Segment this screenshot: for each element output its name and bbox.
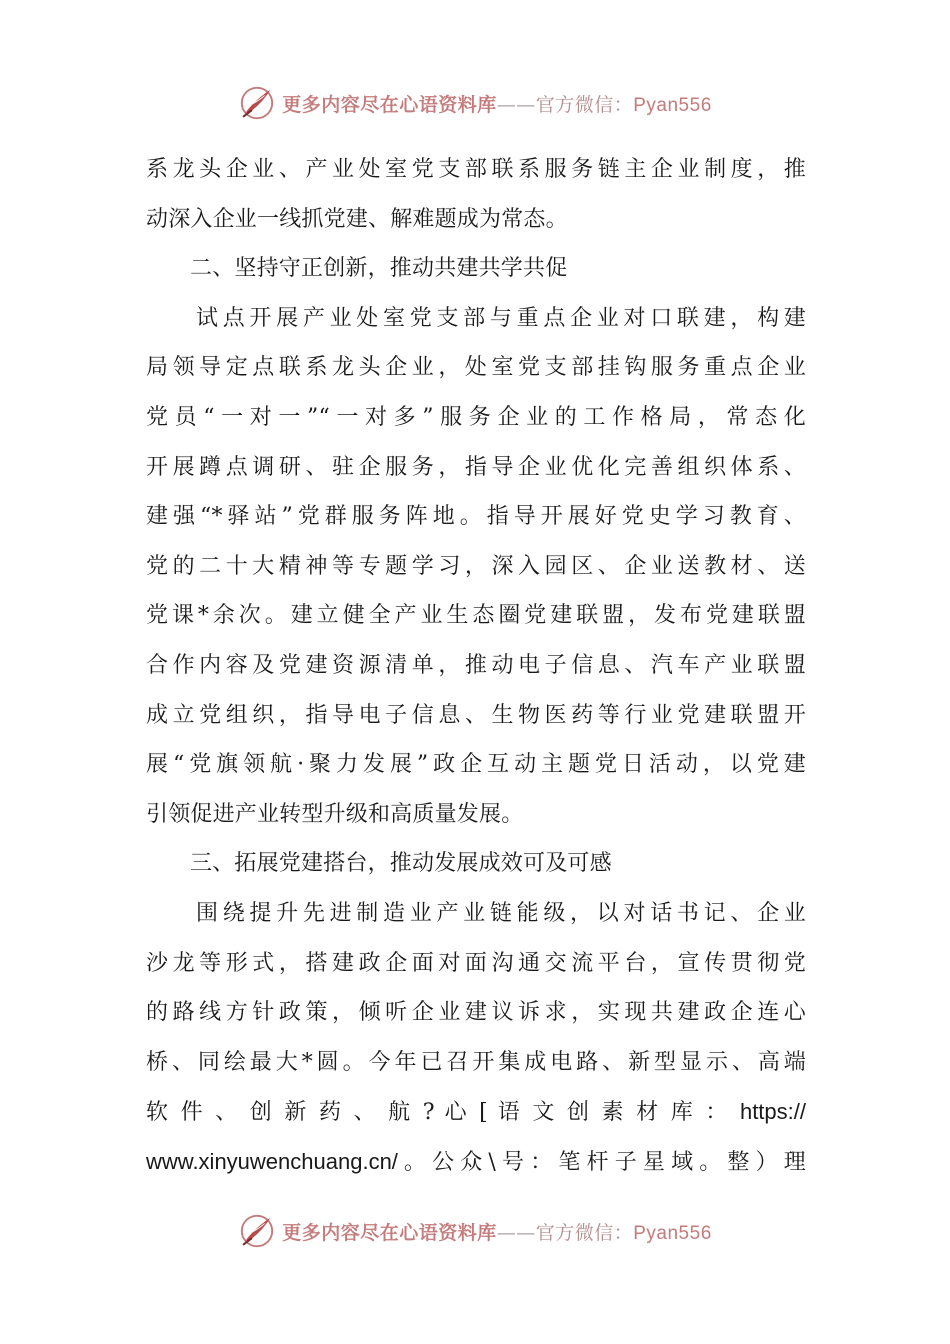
- quill-pen-icon: [238, 1212, 276, 1250]
- url-fragment: https://: [739, 1099, 806, 1125]
- quill-pen-icon: [238, 84, 276, 122]
- text-line: 局领导定点联系龙头企业，处室党支部挂钩服务重点企业: [146, 355, 806, 381]
- section-heading: 三、拓展党建搭台，推动发展成效可及可感: [190, 851, 612, 877]
- watermark-site-name: 更多内容尽在心语资料库: [282, 93, 497, 116]
- text-line: 党的二十大精神等专题学习，深入园区、企业送教材、送: [146, 553, 806, 579]
- watermark-wechat-id: Pyan556: [633, 94, 712, 116]
- text-line: 合作内容及党建资源清单，推动电子信息、汽车产业联盟: [146, 652, 806, 678]
- text-line: 展“党旗领航·聚力发展”政企互动主题党日活动，以党建: [146, 752, 806, 778]
- text-line: 沙龙等形式，搭建政企面对面沟通交流平台，宣传贯彻党: [146, 950, 806, 976]
- text-line: 建强“*驿站”党群服务阵地。指导开展好党史学习教育、: [146, 504, 806, 530]
- watermark-wechat-label: 官方微信：: [535, 93, 634, 116]
- watermark-site-name: 更多内容尽在心语资料库: [282, 1221, 497, 1244]
- text-line: 系龙头企业、产业处室党支部联系服务链主企业制度，推: [146, 157, 806, 182]
- header-watermark-banner: [0, 80, 950, 126]
- text-line: 开展蹲点调研、驻企服务，指导企业优化完善组织体系、: [146, 454, 806, 480]
- paragraph-first-line: 试点开展产业处室党支部与重点企业对口联建，构建: [196, 305, 806, 331]
- watermark-separator: ——: [496, 93, 536, 116]
- url-text: www.xinyuwenchuang.cn/: [146, 1148, 398, 1174]
- text-line: [146, 1087, 806, 1137]
- watermark-text: [282, 90, 712, 117]
- document-body: [146, 145, 806, 1186]
- paragraph-first-line: 围绕提升先进制造业产业链能级，以对话书记、企业: [196, 900, 806, 926]
- text-line: 成立党组织，指导电子信息、生物医药等行业党建联盟开: [146, 702, 806, 728]
- line-text: 软 件 、 创 新 药 、 航 ? 心 [ 语 文 创 素 材 库 ：: [146, 1100, 731, 1126]
- text-line: 动深入企业一线抓党建、解难题成为常态。: [146, 206, 568, 232]
- text-line: 党课*余次。建立健全产业生态圈党建联盟，发布党建联盟: [146, 603, 806, 629]
- text-line: 党员“一对一”“一对多”服务企业的工作格局，常态化: [146, 404, 806, 430]
- text-line: 的路线方针政策，倾听企业建议诉求，实现共建政企连心: [146, 1000, 806, 1026]
- watermark-separator: ——: [496, 1221, 536, 1244]
- section-heading: 二、坚持守正创新，推动共建共学共促: [190, 256, 568, 282]
- text-line: 引领促进产业转型升级和高质量发展。: [146, 801, 524, 827]
- text-line: 桥、同绘最大*圆。今年已召开集成电路、新型显示、高端: [146, 1049, 806, 1075]
- watermark-text: [282, 1218, 712, 1245]
- footer-watermark-banner: [0, 1208, 950, 1254]
- watermark-wechat-id: Pyan556: [633, 1222, 712, 1244]
- watermark-wechat-label: 官方微信：: [535, 1221, 634, 1244]
- text-line: [146, 1137, 806, 1187]
- line-text: 。公众\号：笔杆子星域。整）理: [397, 1149, 806, 1175]
